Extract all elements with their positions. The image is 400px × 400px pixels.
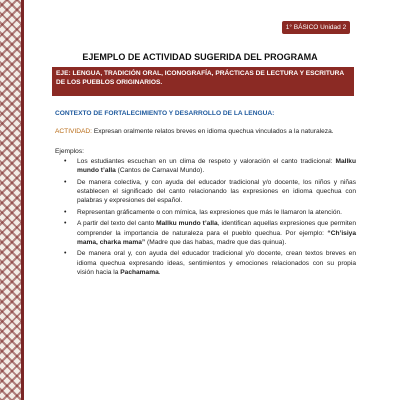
example-emphasis: “Ch’isiya mama, charka mama”: [77, 229, 356, 246]
example-emphasis: Pachamama: [120, 268, 159, 276]
activity-text: Expresan oralmente relatos breves en idioma quechua vinculados a la naturaleza.: [92, 128, 334, 135]
example-text: Los estudiantes escuchan en un clima de respeto y valoración el canto tradicional:: [77, 158, 336, 165]
example-text: De manera colectiva, y con ayuda del educador tradicional y/o docente, los niños y niñas establecen el significado del canto relacionando las expresiones en idioma quechua con palabras y expresiones del español.: [77, 178, 356, 205]
activity-paragraph: [55, 128, 353, 135]
example-text: De manera oral y, con ayuda del educador tradicional y/o docente, crean textos breves en idioma quechua expresando ideas, sentimientos y emociones relacionados con su propia visión hacia la: [77, 250, 356, 276]
example-text: A partir del texto del canto: [77, 220, 157, 228]
example-text: , identifican aquellas expresiones que permiten comprender la importancia de naturaleza para el pueblo quechua. Por ejemplo:: [77, 220, 356, 237]
example-text: .: [158, 268, 161, 276]
example-emphasis: Mallku mundo t’alla: [156, 220, 218, 228]
example-item: [62, 219, 356, 247]
decorative-border: [0, 0, 24, 400]
example-text: Representan gráficamente o con mímica, las expresiones que más le llamaron la atención.: [77, 208, 342, 216]
eje-banner: EJE: LENGUA, TRADICIÓN ORAL, ICONOGRAFÍA, PRÁCTICAS DE LECTURA Y ESCRITURA DE LOS PUEBLOS ORIGINARIOS.: [52, 67, 354, 96]
example-item: [62, 208, 356, 217]
example-item: [62, 157, 356, 176]
examples-label: Ejemplos:: [55, 148, 84, 155]
example-emphasis: Mallku mundo t’alla: [77, 158, 356, 175]
page-title: EJEMPLO DE ACTIVIDAD SUGERIDA DEL PROGRAMA: [82, 52, 318, 62]
unit-badge: 1° BÁSICO Unidad 2: [282, 21, 350, 34]
examples-list: [62, 157, 356, 279]
example-item: [62, 249, 356, 277]
example-text: (Madre que das habas, madre que das quinua).: [145, 238, 287, 246]
context-title: CONTEXTO DE FORTALECIMIENTO Y DESARROLLO DE LA LENGUA:: [55, 110, 275, 117]
example-text: (Cantos de Carnaval Mundo).: [115, 167, 205, 175]
activity-label: ACTIVIDAD:: [55, 128, 93, 135]
example-item: [62, 178, 356, 206]
